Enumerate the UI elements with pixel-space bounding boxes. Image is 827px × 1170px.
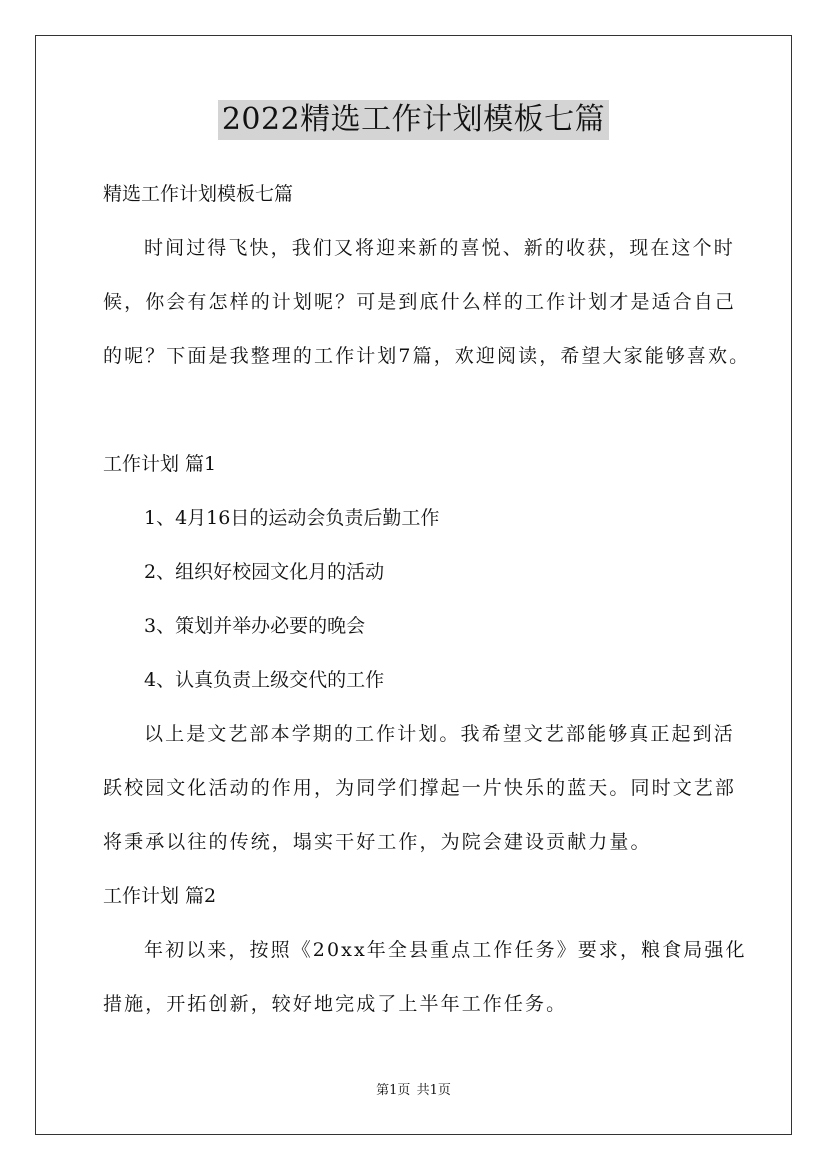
section-2-paragraph-line-1: 年初以来，按照《20xx年全县重点工作任务》要求，粮食局强化 xyxy=(144,939,747,961)
page-footer xyxy=(0,1082,827,1100)
section-1-item-2: 2、组织好校园文化月的活动 xyxy=(144,561,385,583)
section-2-heading: 工作计划 篇2 xyxy=(103,885,217,907)
title-wrap xyxy=(0,100,827,140)
page-number-current: 第1页 xyxy=(376,1083,411,1098)
section-2-paragraph-line-2: 措施，开拓创新，较好地完成了上半年工作任务。 xyxy=(103,993,568,1015)
section-1-item-4: 4、认真负责上级交代的工作 xyxy=(144,669,385,691)
document-title: 2022精选工作计划模板七篇 xyxy=(218,100,609,140)
section-1-conclusion-line-1: 以上是文艺部本学期的工作计划。我希望文艺部能够真正起到活 xyxy=(144,723,735,745)
section-1-heading: 工作计划 篇1 xyxy=(103,453,217,475)
section-1-conclusion-line-3: 将秉承以往的传统，塌实干好工作，为院会建设贡献力量。 xyxy=(103,831,652,853)
section-1-item-3: 3、策划并举办必要的晚会 xyxy=(144,615,366,637)
section-1-item-1: 1、4月16日的运动会负责后勤工作 xyxy=(144,507,440,529)
intro-line-2: 候，你会有怎样的计划呢？可是到底什么样的工作计划才是适合自己 xyxy=(103,291,737,313)
intro-line-1: 时间过得飞快，我们又将迎来新的喜悦、新的收获，现在这个时 xyxy=(144,237,735,259)
section-1-conclusion-line-2: 跃校园文化活动的作用，为同学们撑起一片快乐的蓝天。同时文艺部 xyxy=(103,777,737,799)
page-number-total: 共1页 xyxy=(416,1083,451,1098)
intro-line-3: 的呢？下面是我整理的工作计划7篇，欢迎阅读，希望大家能够喜欢。 xyxy=(103,345,751,367)
document-subtitle: 精选工作计划模板七篇 xyxy=(103,183,294,205)
